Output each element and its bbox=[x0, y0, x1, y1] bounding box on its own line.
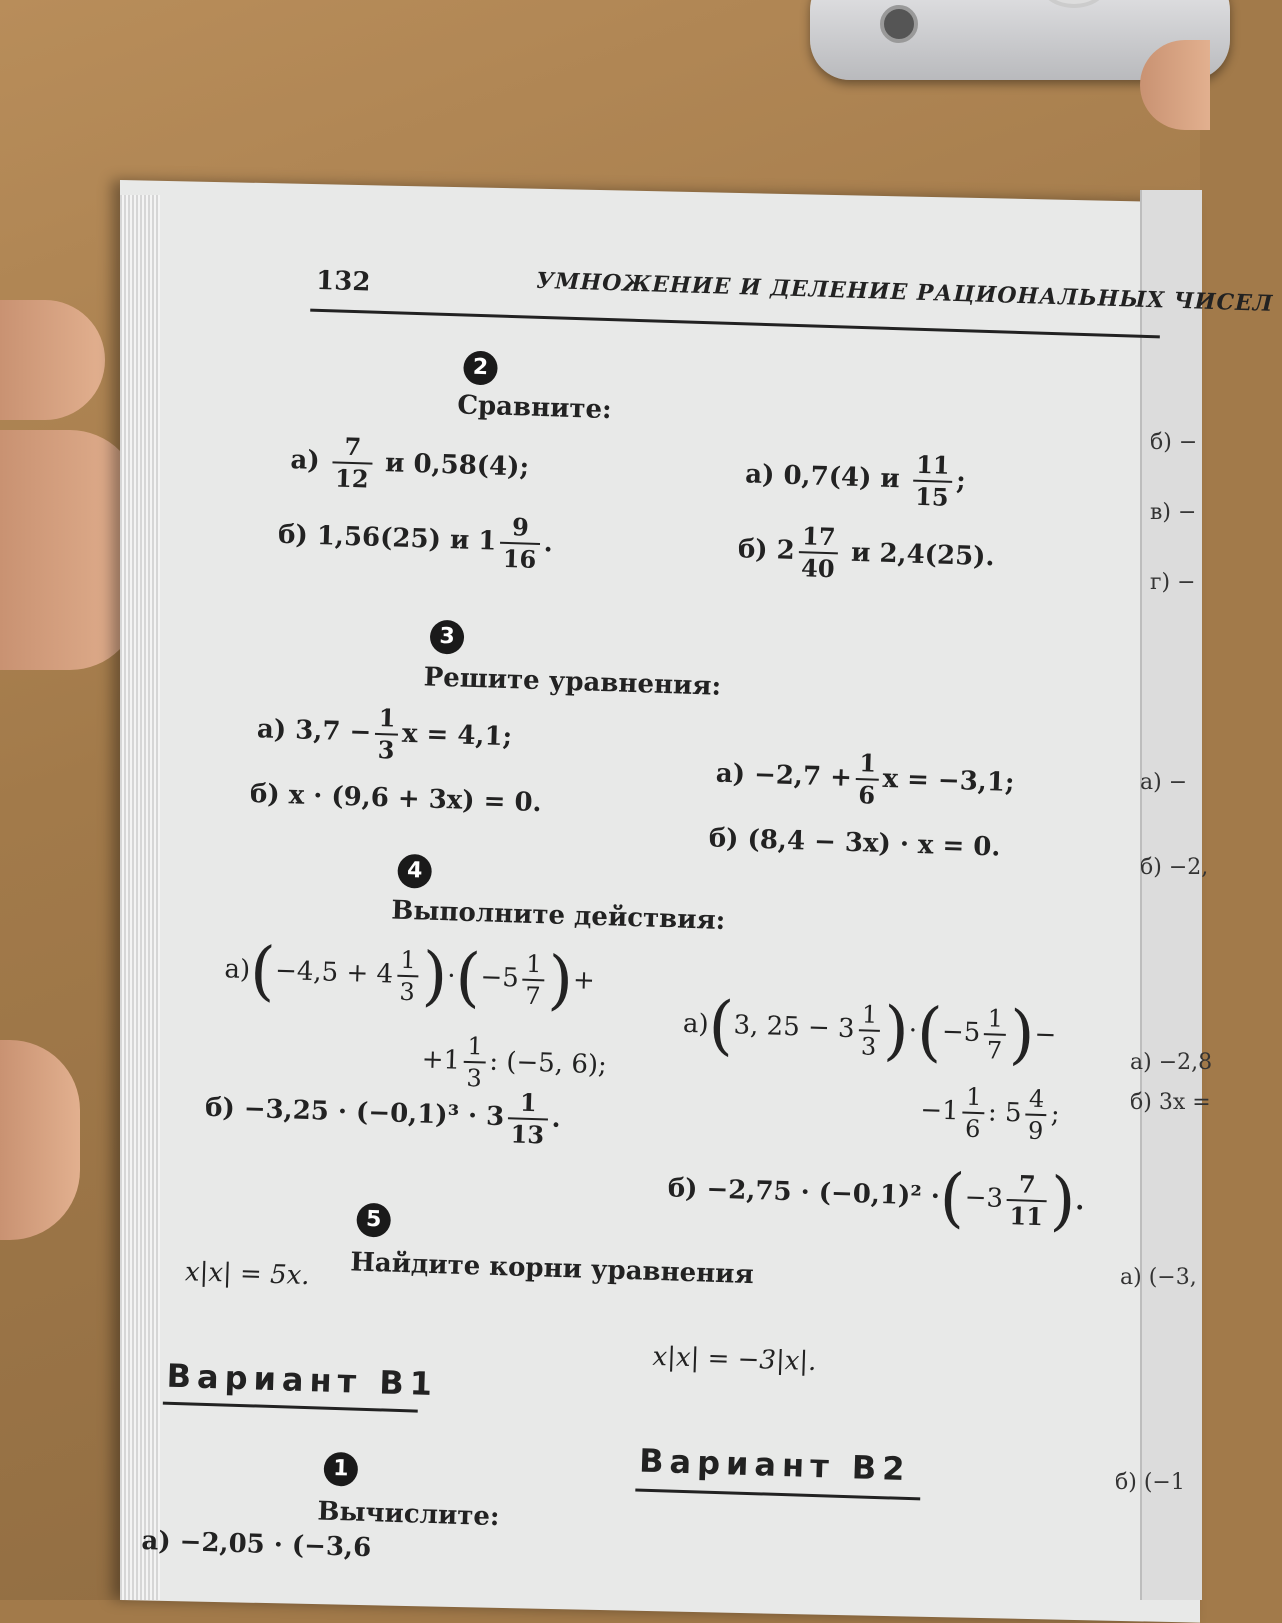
task-number-3: 3 bbox=[430, 620, 465, 655]
task-number-4: 4 bbox=[397, 854, 432, 889]
task-title-compare: Сравните: bbox=[456, 390, 613, 426]
task3-right-b: б) (8,4 − 3x) · x = 0. bbox=[708, 823, 1001, 863]
margin-item: б) −2, bbox=[1140, 855, 1209, 880]
task3-left-a: а) 3,7 − $\frac{1}{3}$ x = 4,1; bbox=[256, 703, 513, 765]
page-number: 132 bbox=[315, 265, 371, 298]
task2-left-b: б) 1,56(25) и 1 $\frac{9}{16}$ . bbox=[277, 512, 554, 574]
margin-item: б) (−1 bbox=[1115, 1470, 1185, 1495]
task2-right-a: а) 0,7(4) и $\frac{11}{15}$ ; bbox=[744, 449, 967, 512]
task2-left-a: а) $\frac{7}{12}$ и 0,58(4); bbox=[290, 431, 530, 494]
task-title-compute: Вычислите: bbox=[317, 1496, 500, 1533]
task4-right-a-line1: а)(3, 25 − 3 $\frac{1}{3}$ )·(−5 $\frac{1}{7}$ )− bbox=[682, 988, 1057, 1073]
task4-right-a-line2: −1 $\frac{1}{6}$ : 5 $\frac{4}{9}$ ; bbox=[919, 1082, 1061, 1146]
task3-left-b: б) x · (9,6 + 3x) = 0. bbox=[249, 779, 543, 819]
margin-item: а) − bbox=[1140, 770, 1188, 795]
task4-left-b: б) −3,25 · (−0,1)³ · 3 $\frac{1}{13}$ . bbox=[204, 1087, 562, 1150]
running-head: УМНОЖЕНИЕ И ДЕЛЕНИЕ РАЦИОНАЛЬНЫХ ЧИСЕЛ bbox=[535, 267, 1274, 317]
task1-left-a: а) −2,05 · (−3,6 bbox=[141, 1525, 372, 1564]
margin-item: в) − bbox=[1150, 500, 1197, 525]
header-rule bbox=[310, 309, 1160, 339]
task4-left-a-line1: а)(−4,5 + 4 $\frac{1}{3}$ )·(−5 $\frac{1}{7}$ )+ bbox=[224, 934, 596, 1019]
task5-right: x|x| = −3|x|. bbox=[652, 1341, 817, 1378]
task-title-roots: Найдите корни уравнения bbox=[349, 1247, 755, 1291]
variant-b1-heading: Вариант В1 bbox=[166, 1356, 439, 1404]
variant-b2-rule bbox=[635, 1488, 920, 1500]
task2-right-b: б) 2 $\frac{17}{40}$ и 2,4(25). bbox=[737, 521, 995, 584]
task-title-calculate: Выполните действия: bbox=[390, 895, 726, 936]
margin-item: г) − bbox=[1150, 570, 1196, 595]
task-number-1: 1 bbox=[323, 1452, 358, 1487]
task4-left-a-line2: +1 $\frac{1}{3}$ : (−5, 6); bbox=[421, 1031, 608, 1093]
task-number-2: 2 bbox=[463, 351, 498, 386]
task5-left: x|x| = 5x. bbox=[184, 1257, 311, 1292]
margin-item: а) −2,8 bbox=[1130, 1050, 1213, 1075]
margin-item: б) − bbox=[1150, 430, 1198, 455]
task3-right-a: а) −2,7 + $\frac{1}{6}$ x = −3,1; bbox=[715, 748, 1015, 810]
variant-b1-rule bbox=[163, 1402, 418, 1413]
task-title-solve: Решите уравнения: bbox=[423, 662, 722, 702]
variant-b2-heading: Вариант В2 bbox=[638, 1441, 912, 1489]
margin-item: а) (−3, bbox=[1120, 1265, 1197, 1290]
home-button bbox=[1040, 0, 1108, 8]
task4-right-b: б) −2,75 · (−0,1)² ·(−3 $\frac{7}{11}$ ). bbox=[667, 1160, 1085, 1240]
task-number-5: 5 bbox=[356, 1203, 391, 1238]
margin-item: б) 3x = bbox=[1130, 1090, 1211, 1115]
